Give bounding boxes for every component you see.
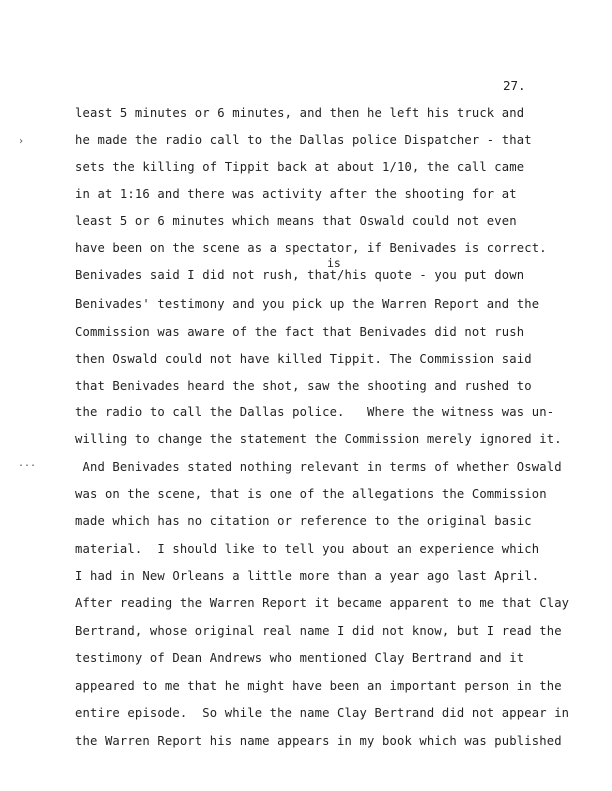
text-line: in at 1:16 and there was activity after the shooting for at <box>75 187 517 201</box>
text-line: have been on the scene as a spectator, if Benivades is correct. <box>75 241 547 255</box>
text-line: testimony of Dean Andrews who mentioned Clay Bertrand and it <box>75 651 525 665</box>
text-line: material. I should like to tell you about an experience which <box>75 542 540 556</box>
text-line: least 5 or 6 minutes which means that Oswald could not even <box>75 214 517 228</box>
text-line: entire episode. So while the name Clay Bertrand did not appear in <box>75 706 570 720</box>
text-line: Benivades' testimony and you pick up the Warren Report and the <box>75 297 540 311</box>
text-line: Commission was aware of the fact that Benivades did not rush <box>75 325 525 339</box>
text-line: Benivades said I did not rush, that/his quote - you put down <box>75 268 525 282</box>
text-line: the Warren Report his name appears in my book which was published <box>75 734 562 748</box>
margin-mark: ... <box>18 458 37 469</box>
text-line: least 5 minutes or 6 minutes, and then he left his truck and <box>75 106 525 120</box>
text-line: made which has no citation or reference to the original basic <box>75 514 532 528</box>
text-line: And Benivades stated nothing relevant in terms of whether Oswald <box>75 460 562 474</box>
text-line: was on the scene, that is one of the allegations the Commission <box>75 487 547 501</box>
text-line: that Benivades heard the shot, saw the shooting and rushed to <box>75 379 532 393</box>
text-line: appeared to me that he might have been an important person in the <box>75 679 562 693</box>
text-line: Bertrand, whose original real name I did not know, but I read the <box>75 624 562 638</box>
text-line: willing to change the statement the Commission merely ignored it. <box>75 432 562 446</box>
text-line: the radio to call the Dallas police. Where the witness was un- <box>75 405 555 419</box>
text-line: then Oswald could not have killed Tippit. The Commission said <box>75 352 532 366</box>
text-line: he made the radio call to the Dallas police Dispatcher - that <box>75 133 532 147</box>
text-line: After reading the Warren Report it became apparent to me that Clay <box>75 596 570 610</box>
text-line: sets the killing of Tippit back at about 1/10, the call came <box>75 160 525 174</box>
interlinear-insertion: is <box>327 256 341 270</box>
text-line: I had in New Orleans a little more than a year ago last April. <box>75 569 540 583</box>
margin-mark: › <box>18 136 25 147</box>
page-number: 27. <box>503 78 526 93</box>
